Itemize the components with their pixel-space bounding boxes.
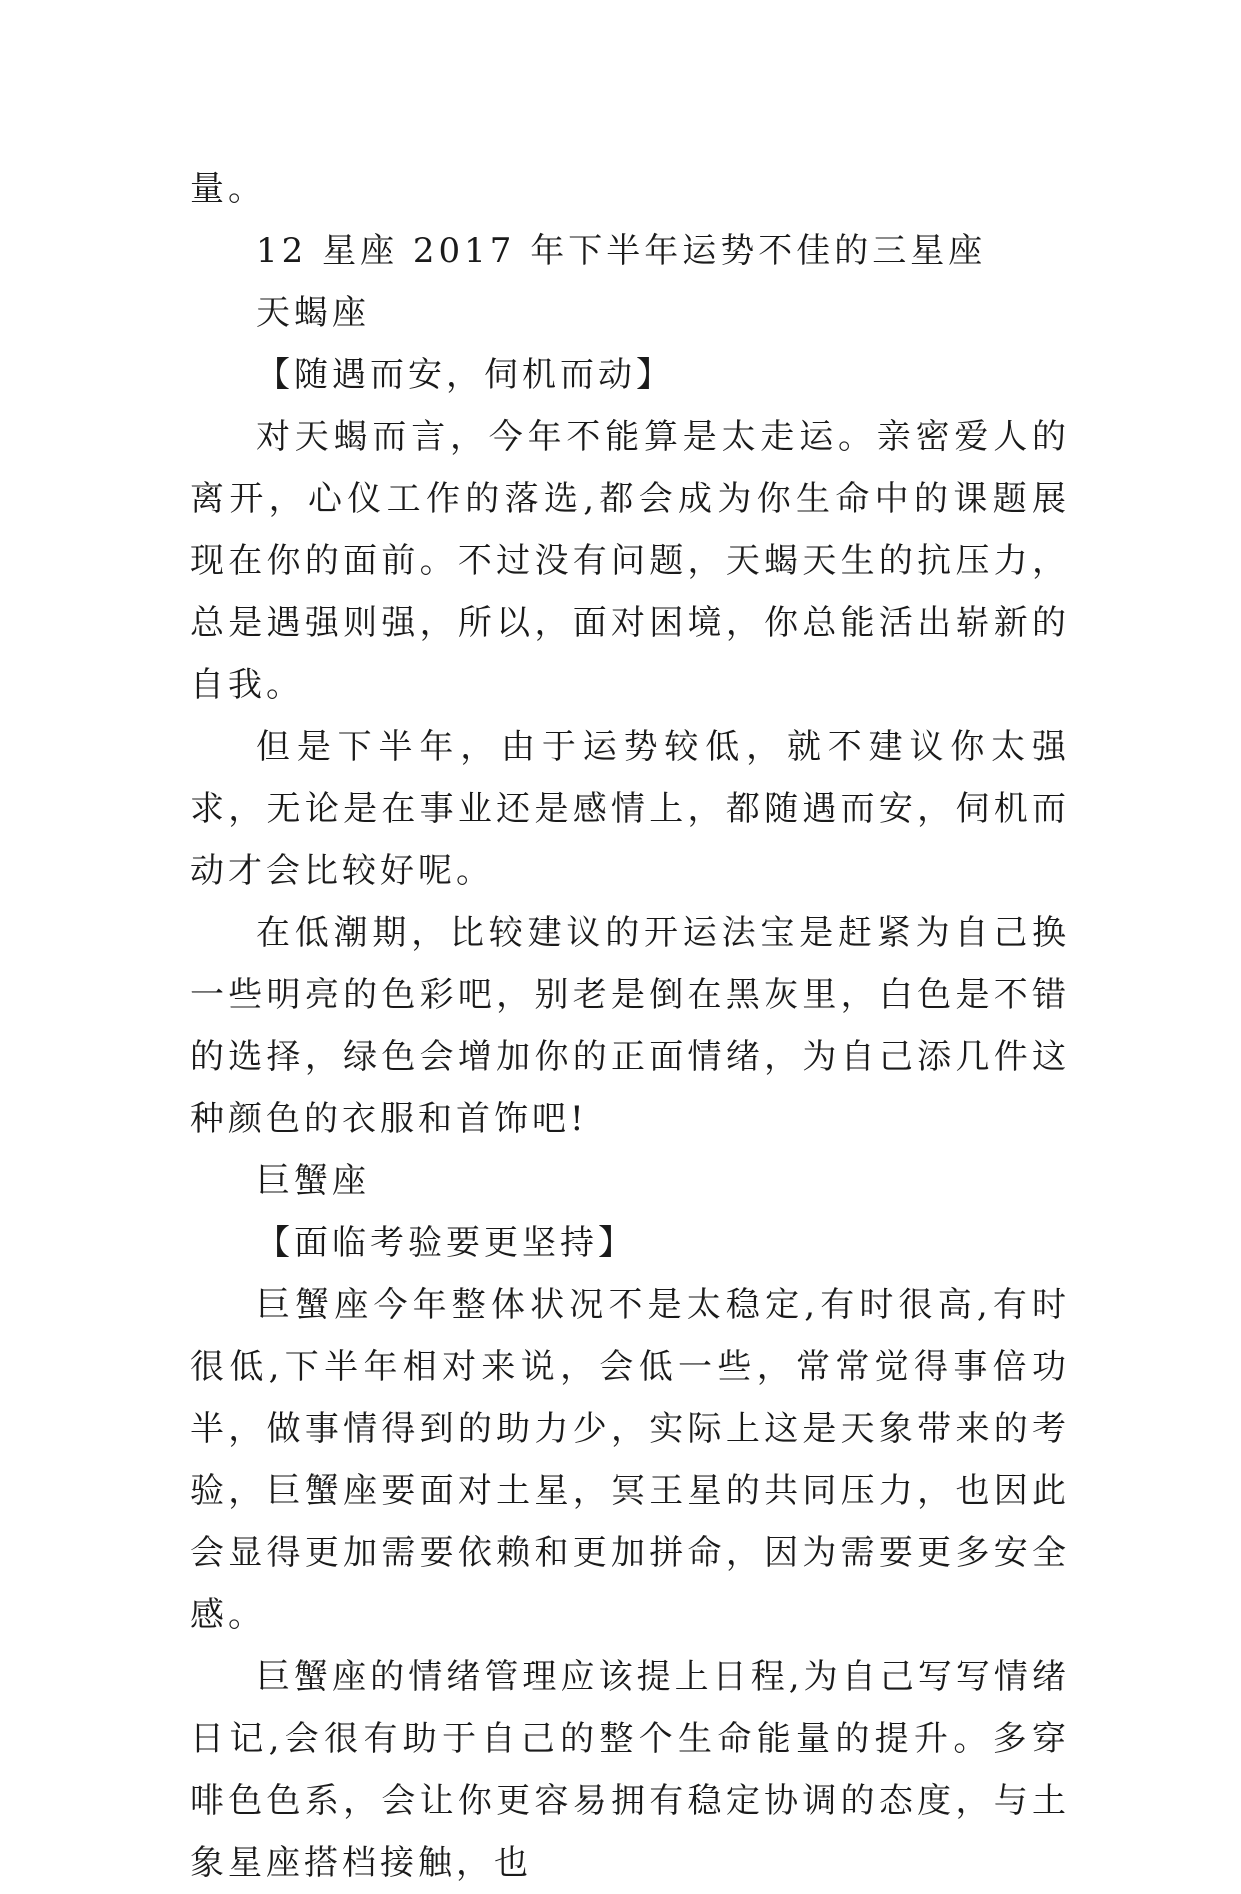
scorpio-paragraph-2: 但是下半年，由于运势较低，就不建议你太强求，无论是在事业还是感情上，都随遇而安，伺机而动才会比较好呢。 <box>190 727 1070 891</box>
paragraph-continuation: 量。 <box>190 169 266 209</box>
scorpio-subtitle: 【随遇而安，伺机而动】 <box>256 355 674 395</box>
sign-heading-scorpio: 天蝎座 <box>256 293 370 333</box>
document-body <box>190 158 1070 1894</box>
scorpio-paragraph-1: 对天蝎而言，今年不能算是太走运。亲密爱人的离开，心仪工作的落选,都会成为你生命中的课题展现在你的面前。不过没有问题，天蝎天生的抗压力，总是遇强则强，所以，面对困境，你总能活出崭新的自我。 <box>190 417 1070 705</box>
cancer-paragraph-1: 巨蟹座今年整体状况不是太稳定,有时很高,有时很低,下半年相对来说，会低一些，常常觉得事倍功半，做事情得到的助力少，实际上这是天象带来的考验，巨蟹座要面对土星，冥王星的共同压力，也因此会显得更加需要依赖和更加拼命，因为需要更多安全感。 <box>190 1285 1070 1635</box>
section-title: 12 星座 2017 年下半年运势不佳的三星座 <box>256 231 987 271</box>
cancer-subtitle: 【面临考验要更坚持】 <box>256 1223 636 1263</box>
scorpio-paragraph-3: 在低潮期，比较建议的开运法宝是赶紧为自己换一些明亮的色彩吧，别老是倒在黑灰里，白色是不错的选择，绿色会增加你的正面情绪，为自己添几件这种颜色的衣服和首饰吧! <box>190 913 1070 1139</box>
sign-heading-cancer: 巨蟹座 <box>256 1161 370 1201</box>
cancer-paragraph-2: 巨蟹座的情绪管理应该提上日程,为自己写写情绪日记,会很有助于自己的整个生命能量的提升。多穿啡色色系，会让你更容易拥有稳定协调的态度，与土象星座搭档接触，也 <box>190 1657 1070 1883</box>
